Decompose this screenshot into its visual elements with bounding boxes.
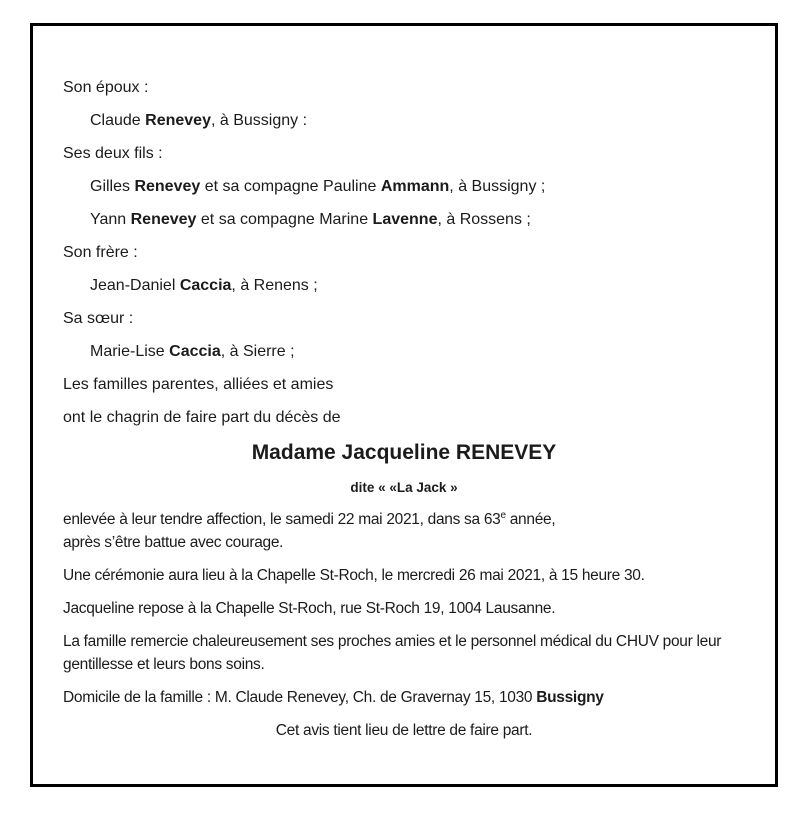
paragraph-passing: [63, 508, 745, 554]
announcement-line: ont le chagrin de faire part du décès de: [63, 409, 341, 426]
paragraph-repose: [63, 597, 745, 620]
relation-label-sister: Sa sœur :: [63, 310, 134, 327]
relative-line-spouse: Claude Renevey, à Bussigny :: [90, 112, 308, 129]
paragraph-ceremony: [63, 564, 745, 587]
paragraph-passing-line-1: enlevée à leur tendre affection, le samedi 22 mai 2021, dans sa 63e année,: [63, 509, 556, 528]
relative-line-brother: Jean-Daniel Caccia, à Renens ;: [90, 277, 318, 294]
death-notice-frame: [30, 23, 778, 787]
notice-paragraphs: [63, 508, 745, 742]
paragraph-ceremony-line: Une cérémonie aura lieu à la Chapelle St-Roch, le mercredi 26 mai 2021, à 15 heure 30.: [63, 567, 645, 584]
nickname-line: dite « «La Jack »: [350, 480, 458, 495]
relative-line-son-2: Yann Renevey et sa compagne Marine Lavenne, à Rossens ;: [90, 211, 531, 228]
paragraph-closing: [63, 719, 745, 742]
death-notice-content: [33, 26, 775, 742]
families-line: Les familles parentes, alliées et amies: [63, 376, 334, 393]
deceased-name: Madame Jacqueline RENEVEY: [251, 441, 557, 464]
relative-line-sister: Marie-Lise Caccia, à Sierre ;: [90, 343, 295, 360]
paragraph-closing-line: Cet avis tient lieu de lettre de faire part.: [275, 722, 533, 739]
relation-label-brother: Son frère :: [63, 244, 138, 261]
paragraph-passing-line-2: après s’être battue avec courage.: [63, 534, 284, 551]
paragraph-family-address: [63, 686, 745, 709]
paragraph-thanks-line-1: La famille remercie chaleureusement ses proches amies et le personnel médical du CHUV pour leur: [63, 633, 722, 650]
relation-label-spouse: Son époux :: [63, 79, 149, 96]
relation-label-sons: Ses deux fils :: [63, 145, 163, 162]
relative-line-son-1: Gilles Renevey et sa compagne Pauline Ammann, à Bussigny ;: [90, 178, 546, 195]
paragraph-family-address-line: Domicile de la famille : M. Claude Renevey, Ch. de Gravernay 15, 1030 Bussigny: [63, 689, 604, 706]
paragraph-thanks-line-2: gentillesse et leurs bons soins.: [63, 656, 265, 673]
paragraph-thanks: [63, 630, 745, 676]
paragraph-repose-line: Jacqueline repose à la Chapelle St-Roch, rue St-Roch 19, 1004 Lausanne.: [63, 600, 556, 617]
